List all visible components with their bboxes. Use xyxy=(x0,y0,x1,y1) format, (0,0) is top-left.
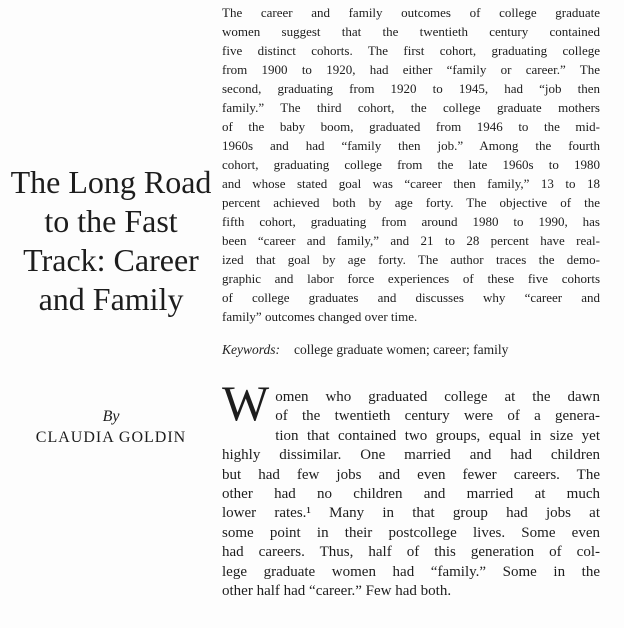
text-column xyxy=(222,0,600,628)
keywords-line xyxy=(222,340,600,359)
body-text-line: other had no children and married at much xyxy=(222,486,600,503)
keywords-label: Keywords: xyxy=(222,342,280,357)
opening-paragraph xyxy=(222,375,600,601)
by-label: By xyxy=(102,408,120,425)
article-title-line: The Long Road xyxy=(10,164,212,200)
abstract-line: cohort, graduating college from the late 1960s to 1980 xyxy=(222,157,600,172)
abstract-line: of the baby boom, graduated from 1946 to the mid- xyxy=(222,119,600,134)
abstract-line: fifth cohort, graduating from around 1980 to 1990, has xyxy=(222,214,600,229)
body-text-line: tion that contained two groups, equal in size yet xyxy=(275,427,600,444)
body-text-line: some point in their postcollege lives. Some even xyxy=(222,524,600,541)
body-text-line: highly dissimilar. One married and had children xyxy=(222,447,600,464)
abstract-line: second, graduating from 1920 to 1945, had “job then xyxy=(222,81,600,96)
abstract-line: family.” The third cohort, the college graduate mothers xyxy=(222,100,600,115)
abstract-line: and whose stated goal was “career then family,” 13 to 18 xyxy=(222,176,600,191)
abstract xyxy=(222,3,600,326)
abstract-line: been “career and family,” and 21 to 28 percent have real- xyxy=(222,233,600,248)
body-text-line: omen who graduated college at the dawn xyxy=(275,389,600,405)
abstract-line: graphic and labor force experiences of these five cohorts xyxy=(222,271,600,286)
keywords-text: college graduate women; career; family xyxy=(294,342,509,357)
abstract-line: ized that goal by age forty. The author traces the demo- xyxy=(222,252,600,267)
article-title-line: and Family xyxy=(38,281,184,317)
abstract-line: family” outcomes changed over time. xyxy=(222,309,418,324)
body-text-line: other half had “career.” Few had both. xyxy=(222,583,452,600)
body-text-line: lower rates.¹ Many in that group had jobs at xyxy=(222,505,600,522)
abstract-line: five distinct cohorts. The first cohort, graduating college xyxy=(222,43,600,58)
article-title xyxy=(0,163,222,319)
abstract-line: 1960s and had “family then job.” Among the fourth xyxy=(222,138,600,153)
article-title-line: Track: Career xyxy=(23,242,199,278)
abstract-line: of college graduates and discusses why “career and xyxy=(222,290,600,305)
byline xyxy=(0,407,222,449)
body-text-line: but had few jobs and even fewer careers. The xyxy=(222,466,600,483)
title-column xyxy=(0,0,222,628)
drop-cap: W xyxy=(222,375,270,431)
body-text-line: lege graduate women had “family.” Some in the xyxy=(222,563,600,580)
article-title-line: to the Fast xyxy=(44,203,178,239)
abstract-line: from 1900 to 1920, had either “family or career.” The xyxy=(222,62,600,77)
author-name: CLAUDIA GOLDIN xyxy=(35,429,187,446)
body-text-line: had careers. Thus, half of this generation of col- xyxy=(222,544,600,561)
abstract-line: women suggest that the twentieth century contained xyxy=(222,24,600,39)
body-text-line: of the twentieth century were of a genera- xyxy=(275,408,600,425)
abstract-line: The career and family outcomes of college graduate xyxy=(222,5,600,20)
abstract-line: percent achieved both by age forty. The objective of the xyxy=(222,195,600,210)
